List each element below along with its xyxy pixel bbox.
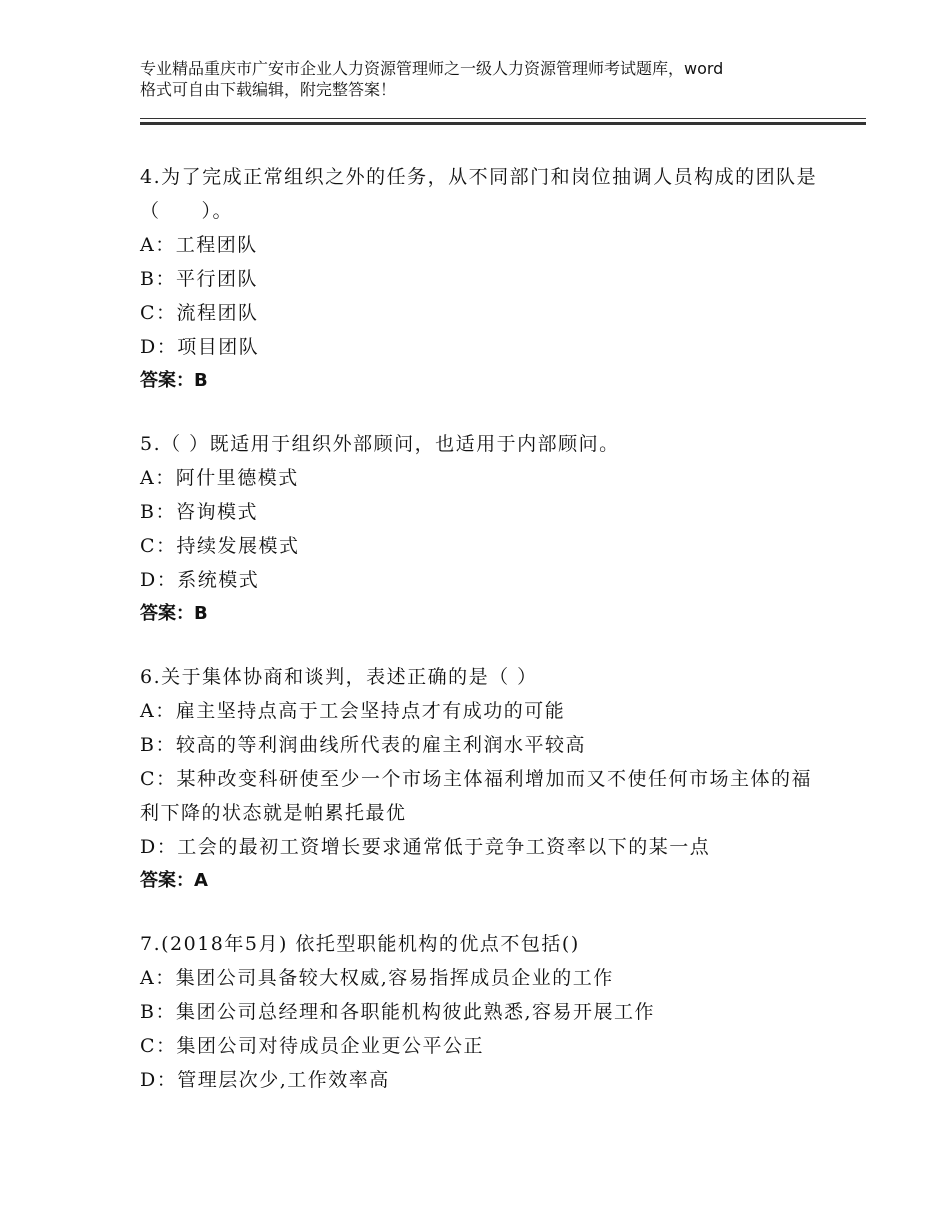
answer: 答案：B xyxy=(140,603,208,624)
option-b: B：平行团队 xyxy=(140,268,258,290)
question-stem: 5.（ ）既适用于组织外部顾问，也适用于内部顾问。 xyxy=(140,433,620,455)
option-c: C：集团公司对待成员企业更公平公正 xyxy=(140,1035,485,1057)
option-a: A：阿什里德模式 xyxy=(140,467,299,489)
option-d: D：管理层次少,工作效率高 xyxy=(140,1069,390,1091)
question-7 xyxy=(140,927,820,1097)
option-c: C：某种改变科研使至少一个市场主体福利增加而又不使任何市场主体的福利下降的状态就是帕累托最优 xyxy=(140,768,813,824)
answer: 答案：B xyxy=(140,370,208,391)
option-c: C：持续发展模式 xyxy=(140,535,300,557)
option-a: A：集团公司具备较大权威,容易指挥成员企业的工作 xyxy=(140,967,614,989)
answer: 答案：A xyxy=(140,870,208,891)
option-b: B：集团公司总经理和各职能机构彼此熟悉,容易开展工作 xyxy=(140,1001,656,1023)
question-stem: 6.关于集体协商和谈判，表述正确的是（ ） xyxy=(140,666,538,688)
question-6 xyxy=(140,660,820,898)
option-c: C：流程团队 xyxy=(140,302,259,324)
header-rule-thick xyxy=(140,122,866,125)
question-5 xyxy=(140,427,820,631)
option-d: D：工会的最初工资增长要求通常低于竞争工资率以下的某一点 xyxy=(140,836,711,858)
option-d: D：系统模式 xyxy=(140,569,260,591)
question-stem: 7.(2018年5月) 依托型职能机构的优点不包括() xyxy=(140,933,580,955)
question-list xyxy=(140,160,820,1126)
document-header xyxy=(140,58,840,100)
option-a: A：工程团队 xyxy=(140,234,258,256)
option-b: B：咨询模式 xyxy=(140,501,258,523)
question-4 xyxy=(140,160,820,398)
header-title-line-2: 格式可自由下载编辑，附完整答案！ xyxy=(140,80,397,99)
question-stem: 4.为了完成正常组织之外的任务，从不同部门和岗位抽调人员构成的团队是（ ）。 xyxy=(140,166,818,222)
option-b: B：较高的等利润曲线所代表的雇主利润水平较高 xyxy=(140,734,586,756)
option-d: D：项目团队 xyxy=(140,336,260,358)
header-title-line-1: 专业精品重庆市广安市企业人力资源管理师之一级人力资源管理师考试题库，word xyxy=(140,59,724,78)
header-rule-thin xyxy=(140,118,866,119)
option-a: A：雇主坚持点高于工会坚持点才有成功的可能 xyxy=(140,700,566,722)
